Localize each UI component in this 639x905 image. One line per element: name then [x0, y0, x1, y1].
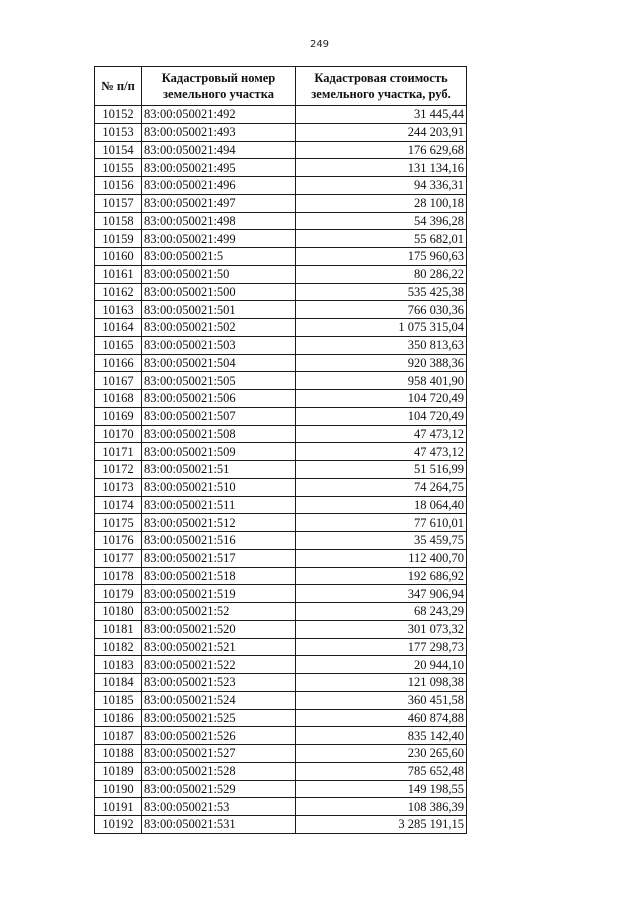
cadastral-value-cell: 28 100,18	[296, 194, 467, 212]
cadastral-value-cell: 68 243,29	[296, 603, 467, 621]
row-number-cell: 10170	[95, 425, 142, 443]
table-row	[95, 461, 467, 479]
cadastral-number-cell: 83:00:050021:523	[142, 674, 296, 692]
table-row	[95, 230, 467, 248]
cadastral-number-cell: 83:00:050021:521	[142, 638, 296, 656]
cadastral-number-cell: 83:00:050021:497	[142, 194, 296, 212]
row-number-cell: 10179	[95, 585, 142, 603]
cadastral-value-cell: 74 264,75	[296, 478, 467, 496]
cadastral-value-cell: 80 286,22	[296, 265, 467, 283]
cadastral-value-cell: 244 203,91	[296, 123, 467, 141]
cadastral-number-cell: 83:00:050021:531	[142, 816, 296, 834]
cadastral-number-cell: 83:00:050021:496	[142, 177, 296, 195]
table-row	[95, 354, 467, 372]
cadastral-value-cell: 47 473,12	[296, 443, 467, 461]
row-number-cell: 10181	[95, 620, 142, 638]
header-cadastral-number: Кадастровый номер земельного участка	[142, 67, 296, 106]
cadastral-value-cell: 51 516,99	[296, 461, 467, 479]
row-number-cell: 10161	[95, 265, 142, 283]
cadastral-number-cell: 83:00:050021:507	[142, 407, 296, 425]
row-number-cell: 10169	[95, 407, 142, 425]
cadastral-number-cell: 83:00:050021:498	[142, 212, 296, 230]
row-number-cell: 10187	[95, 727, 142, 745]
table-row	[95, 141, 467, 159]
row-number-cell: 10180	[95, 603, 142, 621]
row-number-cell: 10160	[95, 248, 142, 266]
row-number-cell: 10165	[95, 336, 142, 354]
cadastral-number-cell: 83:00:050021:505	[142, 372, 296, 390]
cadastral-number-cell: 83:00:050021:529	[142, 780, 296, 798]
cadastral-value-cell: 20 944,10	[296, 656, 467, 674]
table-row	[95, 585, 467, 603]
cadastral-number-cell: 83:00:050021:5	[142, 248, 296, 266]
table-row	[95, 212, 467, 230]
table-row	[95, 496, 467, 514]
row-number-cell: 10173	[95, 478, 142, 496]
row-number-cell: 10177	[95, 549, 142, 567]
table-row	[95, 691, 467, 709]
row-number-cell: 10175	[95, 514, 142, 532]
cadastral-number-cell: 83:00:050021:493	[142, 123, 296, 141]
cadastral-value-cell: 35 459,75	[296, 532, 467, 550]
header-row	[95, 67, 467, 106]
cadastral-number-cell: 83:00:050021:494	[142, 141, 296, 159]
table-row	[95, 478, 467, 496]
row-number-cell: 10190	[95, 780, 142, 798]
cadastral-number-cell: 83:00:050021:518	[142, 567, 296, 585]
table-row	[95, 159, 467, 177]
cadastral-number-cell: 83:00:050021:525	[142, 709, 296, 727]
table-row	[95, 390, 467, 408]
cadastral-number-cell: 83:00:050021:509	[142, 443, 296, 461]
table-body	[95, 106, 467, 834]
row-number-cell: 10156	[95, 177, 142, 195]
row-number-cell: 10153	[95, 123, 142, 141]
table-row	[95, 514, 467, 532]
table-row	[95, 336, 467, 354]
table-row	[95, 265, 467, 283]
row-number-cell: 10192	[95, 816, 142, 834]
cadastral-number-cell: 83:00:050021:512	[142, 514, 296, 532]
cadastral-value-cell: 77 610,01	[296, 514, 467, 532]
cadastral-number-cell: 83:00:050021:53	[142, 798, 296, 816]
cadastral-value-cell: 301 073,32	[296, 620, 467, 638]
row-number-cell: 10184	[95, 674, 142, 692]
table-row	[95, 745, 467, 763]
row-number-cell: 10155	[95, 159, 142, 177]
cadastral-value-cell: 47 473,12	[296, 425, 467, 443]
cadastral-value-cell: 766 030,36	[296, 301, 467, 319]
table-row	[95, 638, 467, 656]
table-row	[95, 816, 467, 834]
table-row	[95, 780, 467, 798]
cadastral-value-cell: 54 396,28	[296, 212, 467, 230]
row-number-cell: 10152	[95, 106, 142, 124]
row-number-cell: 10158	[95, 212, 142, 230]
table-row	[95, 620, 467, 638]
table-row	[95, 798, 467, 816]
cadastral-value-cell: 958 401,90	[296, 372, 467, 390]
row-number-cell: 10164	[95, 319, 142, 337]
cadastral-value-table	[94, 66, 467, 834]
table-header	[95, 67, 467, 106]
cadastral-value-cell: 1 075 315,04	[296, 319, 467, 337]
cadastral-value-cell: 121 098,38	[296, 674, 467, 692]
cadastral-number-cell: 83:00:050021:506	[142, 390, 296, 408]
cadastral-value-cell: 920 388,36	[296, 354, 467, 372]
cadastral-number-cell: 83:00:050021:517	[142, 549, 296, 567]
cadastral-value-cell: 460 874,88	[296, 709, 467, 727]
row-number-cell: 10182	[95, 638, 142, 656]
cadastral-value-cell: 535 425,38	[296, 283, 467, 301]
row-number-cell: 10174	[95, 496, 142, 514]
cadastral-number-cell: 83:00:050021:501	[142, 301, 296, 319]
cadastral-number-cell: 83:00:050021:492	[142, 106, 296, 124]
cadastral-value-cell: 18 064,40	[296, 496, 467, 514]
table-row	[95, 727, 467, 745]
cadastral-value-cell: 149 198,55	[296, 780, 467, 798]
row-number-cell: 10191	[95, 798, 142, 816]
cadastral-value-cell: 31 445,44	[296, 106, 467, 124]
cadastral-number-cell: 83:00:050021:508	[142, 425, 296, 443]
row-number-cell: 10166	[95, 354, 142, 372]
cadastral-number-cell: 83:00:050021:495	[142, 159, 296, 177]
cadastral-value-cell: 835 142,40	[296, 727, 467, 745]
table-row	[95, 407, 467, 425]
cadastral-number-cell: 83:00:050021:500	[142, 283, 296, 301]
cadastral-value-cell: 230 265,60	[296, 745, 467, 763]
row-number-cell: 10167	[95, 372, 142, 390]
cadastral-number-cell: 83:00:050021:528	[142, 762, 296, 780]
row-number-cell: 10186	[95, 709, 142, 727]
table-row	[95, 177, 467, 195]
cadastral-value-cell: 347 906,94	[296, 585, 467, 603]
header-cadastral-value: Кадастровая стоимость земельного участка, руб.	[296, 67, 467, 106]
row-number-cell: 10157	[95, 194, 142, 212]
table-row	[95, 194, 467, 212]
row-number-cell: 10176	[95, 532, 142, 550]
cadastral-number-cell: 83:00:050021:510	[142, 478, 296, 496]
header-row-number: № п/п	[95, 67, 142, 106]
cadastral-number-cell: 83:00:050021:50	[142, 265, 296, 283]
cadastral-value-cell: 104 720,49	[296, 407, 467, 425]
cadastral-value-cell: 175 960,63	[296, 248, 467, 266]
cadastral-value-cell: 192 686,92	[296, 567, 467, 585]
cadastral-number-cell: 83:00:050021:524	[142, 691, 296, 709]
table-row	[95, 301, 467, 319]
table-row	[95, 106, 467, 124]
table-row	[95, 532, 467, 550]
table-row	[95, 762, 467, 780]
cadastral-number-cell: 83:00:050021:527	[142, 745, 296, 763]
cadastral-number-cell: 83:00:050021:516	[142, 532, 296, 550]
row-number-cell: 10159	[95, 230, 142, 248]
cadastral-value-cell: 177 298,73	[296, 638, 467, 656]
row-number-cell: 10171	[95, 443, 142, 461]
cadastral-number-cell: 83:00:050021:52	[142, 603, 296, 621]
table-row	[95, 319, 467, 337]
table-row	[95, 443, 467, 461]
table-row	[95, 283, 467, 301]
cadastral-number-cell: 83:00:050021:519	[142, 585, 296, 603]
table-row	[95, 123, 467, 141]
row-number-cell: 10178	[95, 567, 142, 585]
cadastral-number-cell: 83:00:050021:503	[142, 336, 296, 354]
cadastral-value-cell: 112 400,70	[296, 549, 467, 567]
cadastral-value-cell: 131 134,16	[296, 159, 467, 177]
row-number-cell: 10189	[95, 762, 142, 780]
table-row	[95, 549, 467, 567]
cadastral-value-cell: 94 336,31	[296, 177, 467, 195]
cadastral-number-cell: 83:00:050021:504	[142, 354, 296, 372]
table-row	[95, 567, 467, 585]
row-number-cell: 10162	[95, 283, 142, 301]
cadastral-value-cell: 350 813,63	[296, 336, 467, 354]
table-row	[95, 425, 467, 443]
cadastral-value-cell: 176 629,68	[296, 141, 467, 159]
cadastral-number-cell: 83:00:050021:502	[142, 319, 296, 337]
row-number-cell: 10172	[95, 461, 142, 479]
cadastral-number-cell: 83:00:050021:526	[142, 727, 296, 745]
cadastral-value-cell: 360 451,58	[296, 691, 467, 709]
cadastral-number-cell: 83:00:050021:511	[142, 496, 296, 514]
row-number-cell: 10163	[95, 301, 142, 319]
cadastral-value-cell: 785 652,48	[296, 762, 467, 780]
row-number-cell: 10183	[95, 656, 142, 674]
cadastral-value-cell: 108 386,39	[296, 798, 467, 816]
table-row	[95, 674, 467, 692]
row-number-cell: 10168	[95, 390, 142, 408]
table-row	[95, 656, 467, 674]
cadastral-number-cell: 83:00:050021:522	[142, 656, 296, 674]
cadastral-number-cell: 83:00:050021:520	[142, 620, 296, 638]
row-number-cell: 10154	[95, 141, 142, 159]
table-row	[95, 603, 467, 621]
row-number-cell: 10185	[95, 691, 142, 709]
table-row	[95, 248, 467, 266]
table-row	[95, 709, 467, 727]
cadastral-value-cell: 55 682,01	[296, 230, 467, 248]
page-number: 249	[309, 39, 330, 50]
cadastral-number-cell: 83:00:050021:51	[142, 461, 296, 479]
cadastral-value-cell: 104 720,49	[296, 390, 467, 408]
cadastral-value-cell: 3 285 191,15	[296, 816, 467, 834]
row-number-cell: 10188	[95, 745, 142, 763]
table-row	[95, 372, 467, 390]
cadastral-number-cell: 83:00:050021:499	[142, 230, 296, 248]
